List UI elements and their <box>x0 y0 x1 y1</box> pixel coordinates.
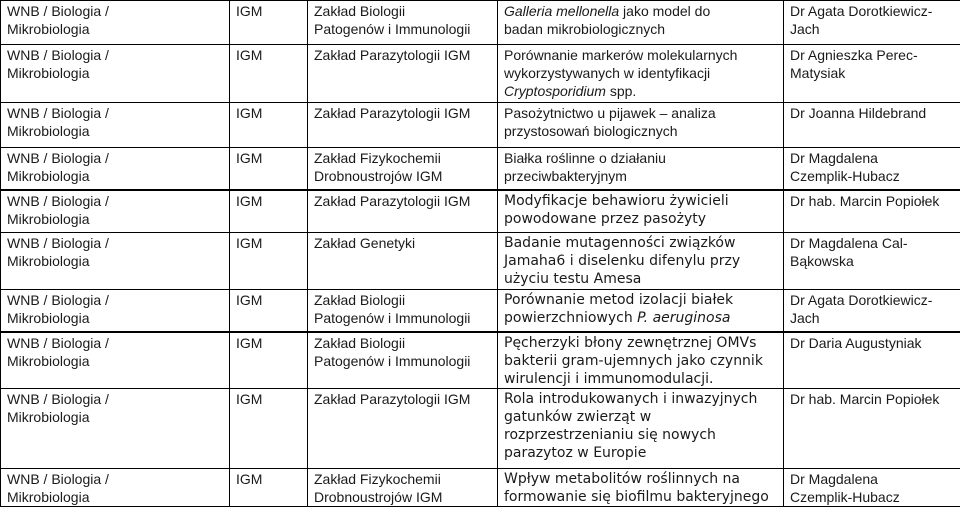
unit-cell: IGM <box>230 190 308 233</box>
unit-cell: IGM <box>230 45 308 103</box>
italic-term: P. aeruginosa <box>637 310 731 326</box>
supervisor-cell: Dr Magdalena Cal- Bąkowska <box>784 233 960 290</box>
thesis-title-cell <box>498 103 784 148</box>
thesis-title-cell <box>498 148 784 190</box>
department-cell: WNB / Biologia / Mikrobiologia <box>1 1 230 45</box>
table-row <box>1 290 960 332</box>
unit-cell: IGM <box>230 233 308 290</box>
title-text: Badanie mutagenności związków Jamaha6 i diselenku difenylu przy użyciu testu Amesa <box>504 235 741 287</box>
department-cell: WNB / Biologia / Mikrobiologia <box>1 190 230 233</box>
title-text: Porównanie metod izolacji białek powierzchniowych <box>504 292 734 326</box>
title-text: Porównanie markerów molekularnych wykorzystywanych w identyfikacji <box>504 47 738 81</box>
table-row <box>1 1 960 45</box>
zaklad-cell: Zakład Biologii Patogenów i Immunologii <box>308 290 498 332</box>
title-text: spp. <box>605 83 637 99</box>
zaklad-cell: Zakład Parazytologii IGM <box>308 190 498 233</box>
zaklad-cell: Zakład Parazytologii IGM <box>308 389 498 469</box>
title-text: Modyfikacje behawioru żywicieli powodowane przez pasożyty <box>504 192 729 227</box>
title-text: Rola introdukowanych i inwazyjnych gatunków zwierząt w rozprzestrzenianiu się nowych parazytoz w Europie <box>504 391 758 461</box>
unit-cell: IGM <box>230 1 308 45</box>
unit-cell: IGM <box>230 103 308 148</box>
table-row <box>1 332 960 389</box>
title-text: Wpływ metabolitów roślinnych na formowanie się biofilmu bakteryjnego <box>504 471 769 505</box>
thesis-title-cell <box>498 469 784 507</box>
unit-cell: IGM <box>230 469 308 507</box>
supervisor-cell: Dr Daria Augustyniak <box>784 332 960 389</box>
department-cell: WNB / Biologia / Mikrobiologia <box>1 45 230 103</box>
department-cell: WNB / Biologia / Mikrobiologia <box>1 233 230 290</box>
unit-cell: IGM <box>230 332 308 389</box>
table-row <box>1 148 960 190</box>
table-row <box>1 103 960 148</box>
zaklad-cell: Zakład Fizykochemii Drobnoustrojów IGM <box>308 469 498 507</box>
thesis-title-cell <box>498 290 784 332</box>
italic-term: Galleria mellonella <box>504 3 620 19</box>
zaklad-cell: Zakład Parazytologii IGM <box>308 103 498 148</box>
zaklad-cell: Zakład Fizykochemii Drobnoustrojów IGM <box>308 148 498 190</box>
thesis-title-cell <box>498 190 784 233</box>
department-cell: WNB / Biologia / Mikrobiologia <box>1 389 230 469</box>
department-cell: WNB / Biologia / Mikrobiologia <box>1 148 230 190</box>
thesis-title-cell <box>498 332 784 389</box>
zaklad-cell: Zakład Parazytologii IGM <box>308 45 498 103</box>
supervisor-cell: Dr Magdalena Czemplik-Hubacz <box>784 148 960 190</box>
thesis-title-cell <box>498 45 784 103</box>
italic-term: Cryptosporidium <box>504 83 606 99</box>
title-text: Pasożytnictwo u pijawek – analiza przystosowań biologicznych <box>504 105 716 139</box>
title-text: Pęcherzyki błony zewnętrznej OMVs bakterii gram-ujemnych jako czynnik wirulencji i immunomodulacji. <box>504 334 763 387</box>
table-row <box>1 389 960 469</box>
zaklad-cell: Zakład Genetyki <box>308 233 498 290</box>
title-text: Białka roślinne o działaniu przeciwbakteryjnym <box>504 150 666 184</box>
supervisor-cell: Dr Agata Dorotkiewicz- Jach <box>784 290 960 332</box>
thesis-title-cell <box>498 389 784 469</box>
supervisor-cell: Dr Joanna Hildebrand <box>784 103 960 148</box>
unit-cell: IGM <box>230 148 308 190</box>
table-body <box>1 1 960 507</box>
title-text: jako model do badan mikrobiologicznych <box>504 3 711 37</box>
table-row <box>1 190 960 233</box>
thesis-title-cell <box>498 233 784 290</box>
supervisor-cell: Dr Agnieszka Perec- Matysiak <box>784 45 960 103</box>
table-row <box>1 45 960 103</box>
department-cell: WNB / Biologia / Mikrobiologia <box>1 469 230 507</box>
department-cell: WNB / Biologia / Mikrobiologia <box>1 290 230 332</box>
unit-cell: IGM <box>230 290 308 332</box>
table-row <box>1 233 960 290</box>
supervisor-cell: Dr Magdalena Czemplik-Hubacz <box>784 469 960 507</box>
supervisor-cell: Dr hab. Marcin Popiołek <box>784 190 960 233</box>
supervisor-cell: Dr Agata Dorotkiewicz- Jach <box>784 1 960 45</box>
department-cell: WNB / Biologia / Mikrobiologia <box>1 103 230 148</box>
zaklad-cell: Zakład Biologii Patogenów i Immunologii <box>308 332 498 389</box>
unit-cell: IGM <box>230 389 308 469</box>
department-cell: WNB / Biologia / Mikrobiologia <box>1 332 230 389</box>
supervisor-cell: Dr hab. Marcin Popiołek <box>784 389 960 469</box>
zaklad-cell: Zakład Biologii Patogenów i Immunologii <box>308 1 498 45</box>
thesis-title-cell <box>498 1 784 45</box>
table-row <box>1 469 960 507</box>
